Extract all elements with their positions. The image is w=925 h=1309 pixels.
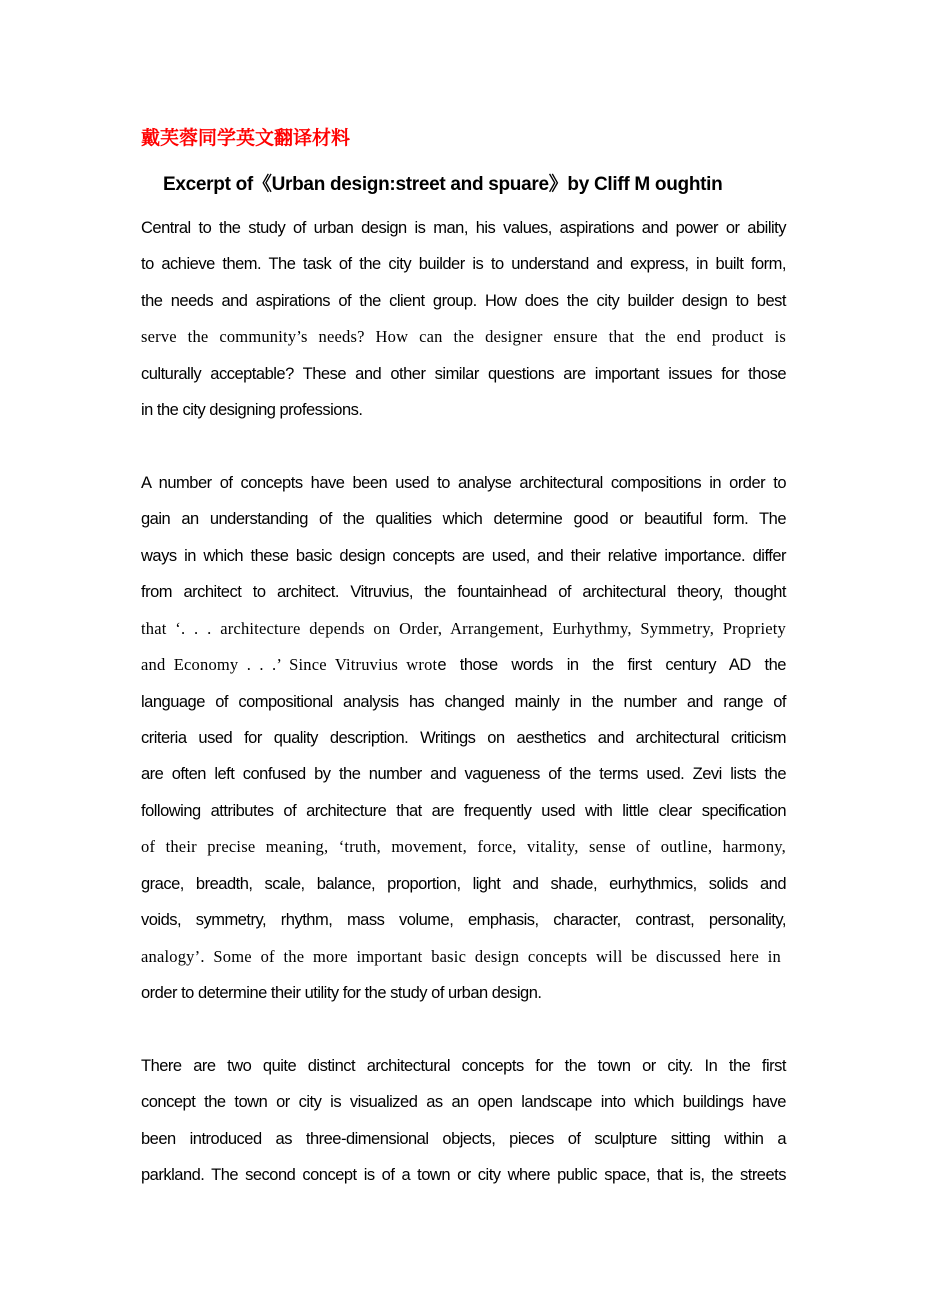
paragraph-1-line: serve the community’s needs? How can the designer ensure that the end product is bbox=[141, 327, 786, 346]
paragraph-1-line: in the city designing professions. bbox=[141, 401, 363, 419]
paragraph-2-line: of their precise meaning, ‘truth, movement, force, vitality, sense of outline, harmony, bbox=[141, 837, 786, 856]
paragraph-2-line: are often left confused by the number and vagueness of the terms used. Zevi lists the bbox=[141, 765, 786, 783]
paragraph-2-line: order to determine their utility for the study of urban design. bbox=[141, 984, 542, 1002]
paragraph-2-sans-fragment: e those words in the first century AD the bbox=[437, 656, 786, 674]
document-title: Excerpt of《Urban design:street and spuare》by Cliff M oughtin bbox=[163, 174, 723, 195]
chinese-header: 戴芙蓉同学英文翻译材料 bbox=[141, 127, 351, 149]
paragraph-2-line: that ‘. . . architecture depends on Order, Arrangement, Eurhythmy, Symmetry, Propriety bbox=[141, 619, 786, 638]
paragraph-1-line: to achieve them. The task of the city builder is to understand and express, in built form, bbox=[141, 255, 786, 273]
paragraph-1-line: culturally acceptable? These and other similar questions are important issues for those bbox=[141, 365, 786, 383]
paragraph-2-serif-fragment: and Economy . . .’ Since Vitruvius wrot bbox=[141, 655, 438, 674]
paragraph-3-line: parkland. The second concept is of a town or city where public space, that is, the streets bbox=[141, 1166, 786, 1184]
paragraph-3-line: There are two quite distinct architectural concepts for the town or city. In the first bbox=[141, 1057, 786, 1075]
paragraph-2-mixed-line bbox=[141, 647, 786, 683]
paragraph-3-line: concept the town or city is visualized as an open landscape into which buildings have bbox=[141, 1093, 786, 1111]
paragraph-2-line: gain an understanding of the qualities which determine good or beautiful form. The bbox=[141, 510, 786, 528]
paragraph-3-line: been introduced as three-dimensional objects, pieces of sculpture sitting within a bbox=[141, 1130, 786, 1148]
paragraph-2-line: from architect to architect. Vitruvius, the fountainhead of architectural theory, thought bbox=[141, 583, 786, 601]
paragraph-2-line: voids, symmetry, rhythm, mass volume, emphasis, character, contrast, personality, bbox=[141, 911, 786, 929]
paragraph-1-line: the needs and aspirations of the client group. How does the city builder design to best bbox=[141, 292, 786, 310]
paragraph-2-line: grace, breadth, scale, balance, proportion, light and shade, eurhythmics, solids and bbox=[141, 875, 786, 893]
paragraph-2-line: ways in which these basic design concepts are used, and their relative importance. differ bbox=[141, 547, 786, 565]
paragraph-2-line: criteria used for quality description. Writings on aesthetics and architectural criticism bbox=[141, 729, 786, 747]
paragraph-1-line: Central to the study of urban design is man, his values, aspirations and power or ability bbox=[141, 219, 786, 237]
paragraph-2-line: following attributes of architecture that are frequently used with little clear specification bbox=[141, 802, 786, 820]
paragraph-2-line: A number of concepts have been used to analyse architectural compositions in order to bbox=[141, 474, 786, 492]
paragraph-2-line: language of compositional analysis has changed mainly in the number and range of bbox=[141, 693, 786, 711]
paragraph-2-line: analogy’. Some of the more important basic design concepts will be discussed here in bbox=[141, 947, 781, 966]
